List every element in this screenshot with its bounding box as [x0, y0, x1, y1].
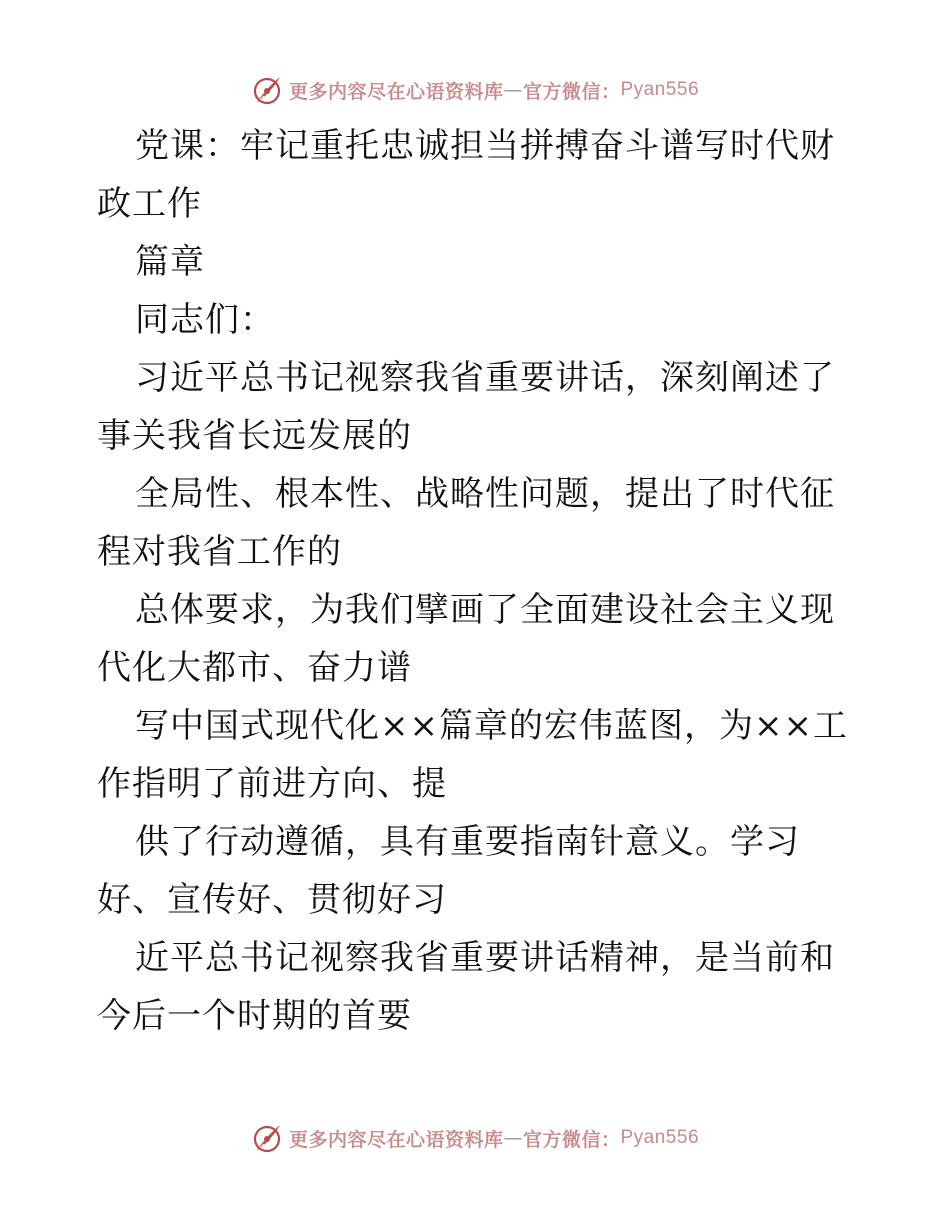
body-paragraph: 总体要求，为我们擘画了全面建设社会主义现代化大都市、奋力谱 [97, 590, 835, 688]
watermark-separator: — [503, 79, 523, 101]
watermark-wechat-label: 官方微信： [522, 1128, 621, 1151]
header-watermark [0, 72, 950, 108]
footer-watermark [0, 1120, 950, 1156]
body-paragraph: 习近平总书记视察我省重要讲话，深刻阐述了事关我省长远发展的 [97, 358, 835, 456]
document-title: 党课：牢记重托忠诚担当拼搏奋斗谱写时代财政工作 [97, 126, 835, 224]
watermark-site-text: 更多内容尽在心语资料库 [288, 80, 504, 103]
body-paragraph: 写中国式现代化××篇章的宏伟蓝图，为××工作指明了前进方向、提 [97, 706, 848, 804]
salutation: 同志们： [135, 300, 275, 340]
document-body [97, 117, 853, 1045]
quill-pen-logo-icon [251, 1122, 283, 1154]
watermark-wechat-label: 官方微信： [522, 80, 621, 103]
quill-pen-logo-icon [251, 74, 283, 106]
watermark-separator: — [503, 1127, 523, 1149]
document-title-continuation: 篇章 [135, 242, 205, 282]
watermark-wechat-id: Pyan556 [620, 79, 700, 100]
watermark-site-text: 更多内容尽在心语资料库 [288, 1128, 504, 1151]
body-paragraph: 供了行动遵循，具有重要指南针意义。学习好、宣传好、贯彻好习 [97, 822, 800, 920]
watermark-wechat-id: Pyan556 [620, 1127, 700, 1148]
body-paragraph: 全局性、根本性、战略性问题，提出了时代征程对我省工作的 [97, 474, 835, 572]
body-paragraph: 近平总书记视察我省重要讲话精神，是当前和今后一个时期的首要 [97, 938, 835, 1036]
